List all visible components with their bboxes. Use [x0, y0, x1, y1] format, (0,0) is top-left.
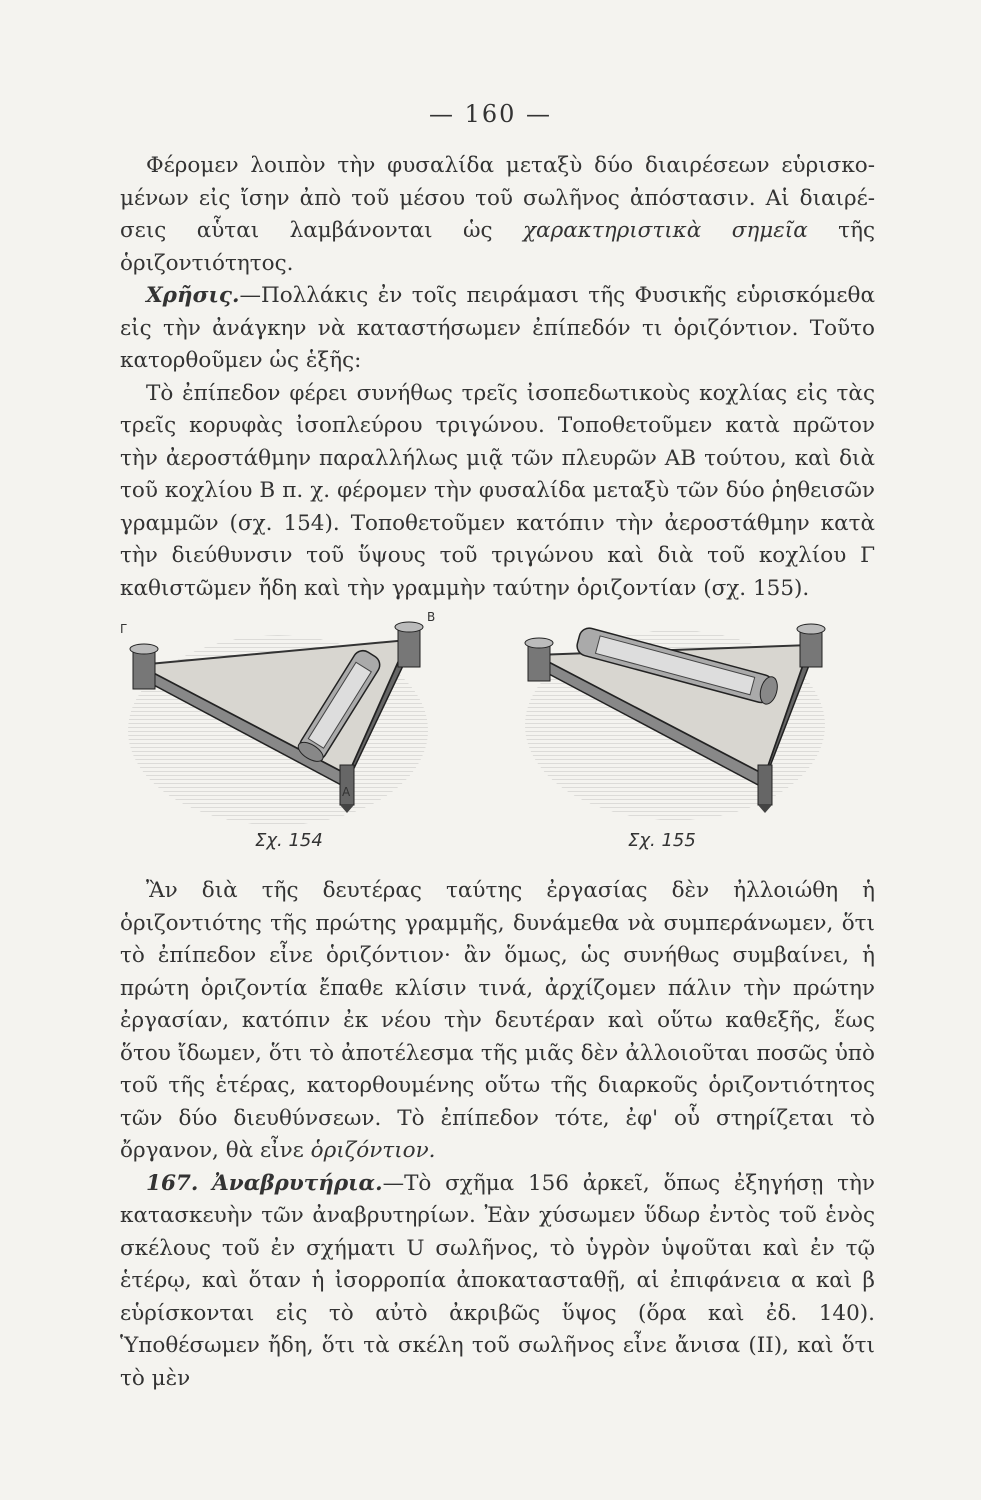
paragraph-repeat: Ἂν διὰ τῆς δευτέρας ταύτης ἐργασίας δὲν ἠλλοιώθη ἡ ὁριζοντιότης τῆς πρώτης γραμμῆς, δυνάμεθα νὰ συμπεράνωμεν, ὅτι τὸ ἐπίπεδον εἶνε ὁριζόντιον· ἂν ὅμως, ὡς συνήθως συμβαίνει, ἡ πρώτη ὁριζοντία ἔπαθε κλίσιν τινά, ἀρχίζομεν πάλιν τὴν πρώτην ἐργασίαν, κατόπιν ἐκ νέου τὴν δευτέραν καὶ οὕτω καθεξῆς, ἕως ὅτου ἴδωμεν, ὅτι τὸ ἀποτέλεσμα τῆς μιᾶς δὲν ἀλλοιοῦται ποσῶς ὑπὸ τοῦ τῆς ἑτέρας, κατορθουμένης οὕτω τῆς διαρκοῦς ὁριζοντιότητος τῶν δύο διευθύνσεων. Τὸ ἐπίπεδον τότε, ἐφ' οὗ στηρίζεται τὸ ὄργανον, θὰ εἶνε ὁριζόντιον. — [120, 878, 875, 1163]
paragraph-bubble-position: Φέρομεν λοιπὸν τὴν φυσαλίδα μεταξὺ δύο διαιρέσεων εὑρισκο- μένων εἰς ἴσην ἀπὸ τοῦ μέσου τοῦ σωλῆνος ἀπόστασιν. Αἱ διαιρέ- σεις αὗται λαμβάνονται ὡς χαρακτηριστικὰ σημεῖα τῆς ὁριζοντιότητος. — [120, 153, 875, 276]
upper-text — [120, 150, 875, 605]
label-gamma: Γ — [120, 622, 127, 636]
level-on-plate-illustration — [123, 615, 433, 835]
page-number: — 160 — — [428, 100, 553, 128]
caption-155: Σχ. 155 — [628, 830, 696, 851]
label-beta: Β — [427, 610, 436, 624]
paragraph-procedure: Τὸ ἐπίπεδον φέρει συνήθως τρεῖς ἰσοπεδωτικοὺς κοχλίας εἰς τὰς τρεῖς κορυφὰς ἰσοπλεύρου τριγώνου. Τοποθετοῦμεν κατὰ πρῶτον τὴν ἀεροστάθμην παραλλήλως μιᾷ τῶν πλευρῶν ΑΒ τούτου, καὶ διὰ τοῦ κοχλίου Β π. χ. φέρομεν τὴν φυσαλίδα μεταξὺ τῶν δύο ῥηθεισῶν γραμμῶν (σχ. 154). Τοποθετοῦμεν κατόπιν τὴν ἀεροστάθμην κατὰ τὴν διεύθυνσιν τοῦ ὕψους τοῦ τριγώνου καὶ διὰ τοῦ κοχλίου Γ καθιστῶμεν ἤδη καὶ τὴν γραμμὴν ταύτην ὁριζοντίαν (σχ. 155). — [120, 380, 875, 601]
section-number: 167. — [146, 1170, 199, 1196]
paragraph-fountains: 167. Ἀναβρυτήρια.—Τὸ σχῆμα 156 ἀρκεῖ, ὅπως ἐξηγήσῃ τὴν κατασκευὴν τῶν ἀναβρυτηρίων. Ἐὰν χύσωμεν ὕδωρ ἐντὸς τοῦ ἑνὸς σκέλους τοῦ ἐν σχήματι U σωλῆνος, τὸ ὑγρὸν ὑψοῦται καὶ ἐν τῷ ἑτέρῳ, καὶ ὅταν ἡ ἰσορροπία ἀποκατασταθῇ, αἱ ἐπιφάνεια α καὶ β εὑρίσκονται εἰς τὸ αὐτὸ ἀκριβῶς ὕψος (ὅρα καὶ ἐδ. 140). Ὑποθέσωμεν ἤδη, ὅτι τὰ σκέλη τοῦ σωλῆνος εἶνε ἄνισα (ΙΙ), καὶ ὅτι τὸ μὲν — [120, 1170, 875, 1391]
figure-154 — [123, 615, 433, 835]
caption-154: Σχ. 154 — [255, 830, 323, 851]
lower-text — [120, 875, 875, 1395]
usage-heading: Χρῆσις. — [146, 283, 240, 308]
section-title: Ἀναβρυτήρια. — [212, 1170, 383, 1196]
label-alpha: Α — [342, 785, 351, 799]
level-along-height-illustration — [520, 615, 830, 835]
figure-155 — [520, 615, 830, 835]
paragraph-usage: Χρῆσις.—Πολλάκις ἐν τοῖς πειράμασι τῆς Φυσικῆς εὑρισκόμεθα εἰς τὴν ἀνάγκην νὰ καταστήσωμεν ἐπίπεδόν τι ὁριζόντιον. Τοῦτο κατορθοῦμεν ὡς ἑξῆς: — [120, 283, 875, 373]
